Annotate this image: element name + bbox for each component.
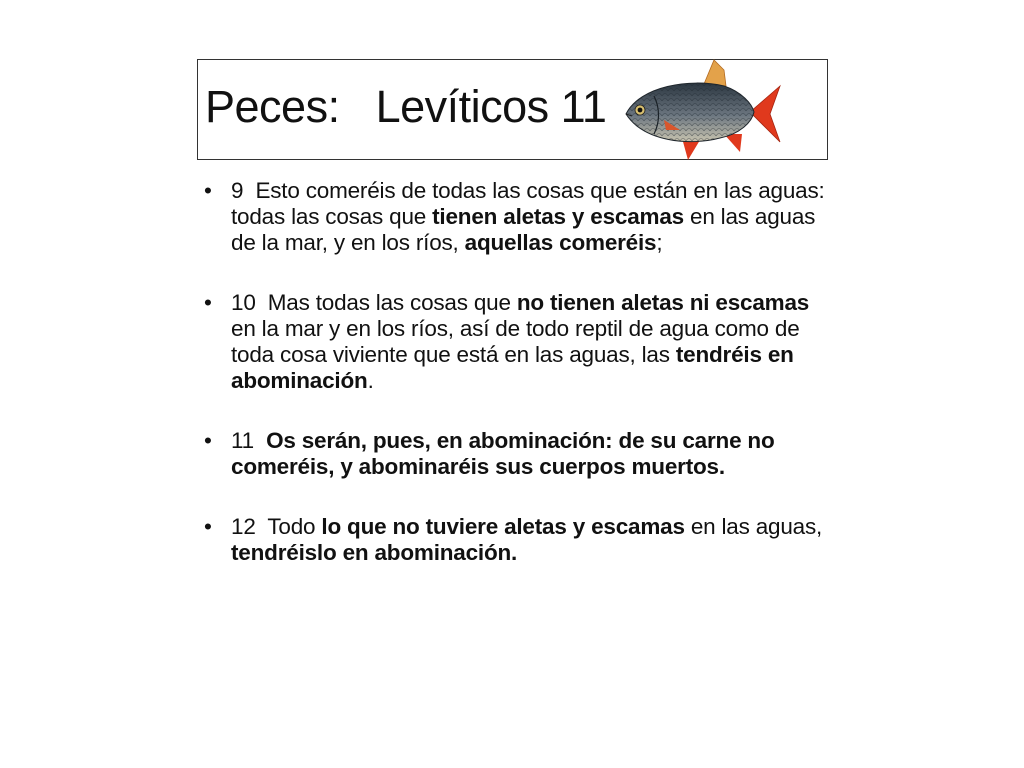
fish-image	[620, 56, 784, 168]
dorsal-fin	[704, 60, 726, 86]
verse-item	[204, 514, 834, 566]
verse-text: Mas todas las cosas que	[267, 290, 517, 315]
verse-number: 10	[231, 290, 256, 315]
verse-bold-text: tendréislo en abominación.	[231, 540, 518, 565]
verse-item	[204, 290, 834, 394]
verse-number: 9	[231, 178, 244, 203]
bullet-mark: •	[204, 178, 212, 203]
verse-item	[204, 428, 834, 480]
verse-item	[204, 178, 834, 256]
verse-bold-text: no tienen aletas ni escamas	[516, 290, 810, 315]
verse-list	[204, 178, 834, 600]
tail-fin	[750, 86, 780, 142]
slide-title: Peces: Levíticos 11	[205, 81, 607, 132]
verse-text: Esto comeréis de todas las cosas que están en las aguas: todas las cosas que	[231, 178, 825, 229]
verse-text: en las aguas de la mar, y en los ríos,	[231, 204, 816, 255]
verse-bold-text: aquellas comeréis	[464, 230, 657, 255]
verse-number: 11	[231, 428, 254, 453]
bullet-mark: •	[204, 290, 212, 315]
verse-text: en las aguas,	[684, 514, 823, 539]
verse-text: ;	[656, 230, 663, 255]
verse-bold-text: Os serán, pues, en abominación: de su carne no comeréis, y abominaréis sus cuerpos muertos.	[231, 428, 775, 479]
bullet-mark: •	[204, 514, 212, 539]
verse-text: .	[367, 368, 374, 393]
bullet-mark: •	[204, 428, 212, 453]
verse-text: Todo	[267, 514, 322, 539]
verse-number: 12	[231, 514, 256, 539]
verse-bold-text: lo que no tuviere aletas y escamas	[321, 514, 685, 539]
verse-text: en la mar y en los ríos, así de todo reptil de agua como de toda cosa viviente que está en las aguas, las	[231, 316, 800, 367]
verse-bold-text: tendréis en abominación	[231, 342, 794, 393]
verse-bold-text: tienen aletas y escamas	[432, 204, 684, 229]
